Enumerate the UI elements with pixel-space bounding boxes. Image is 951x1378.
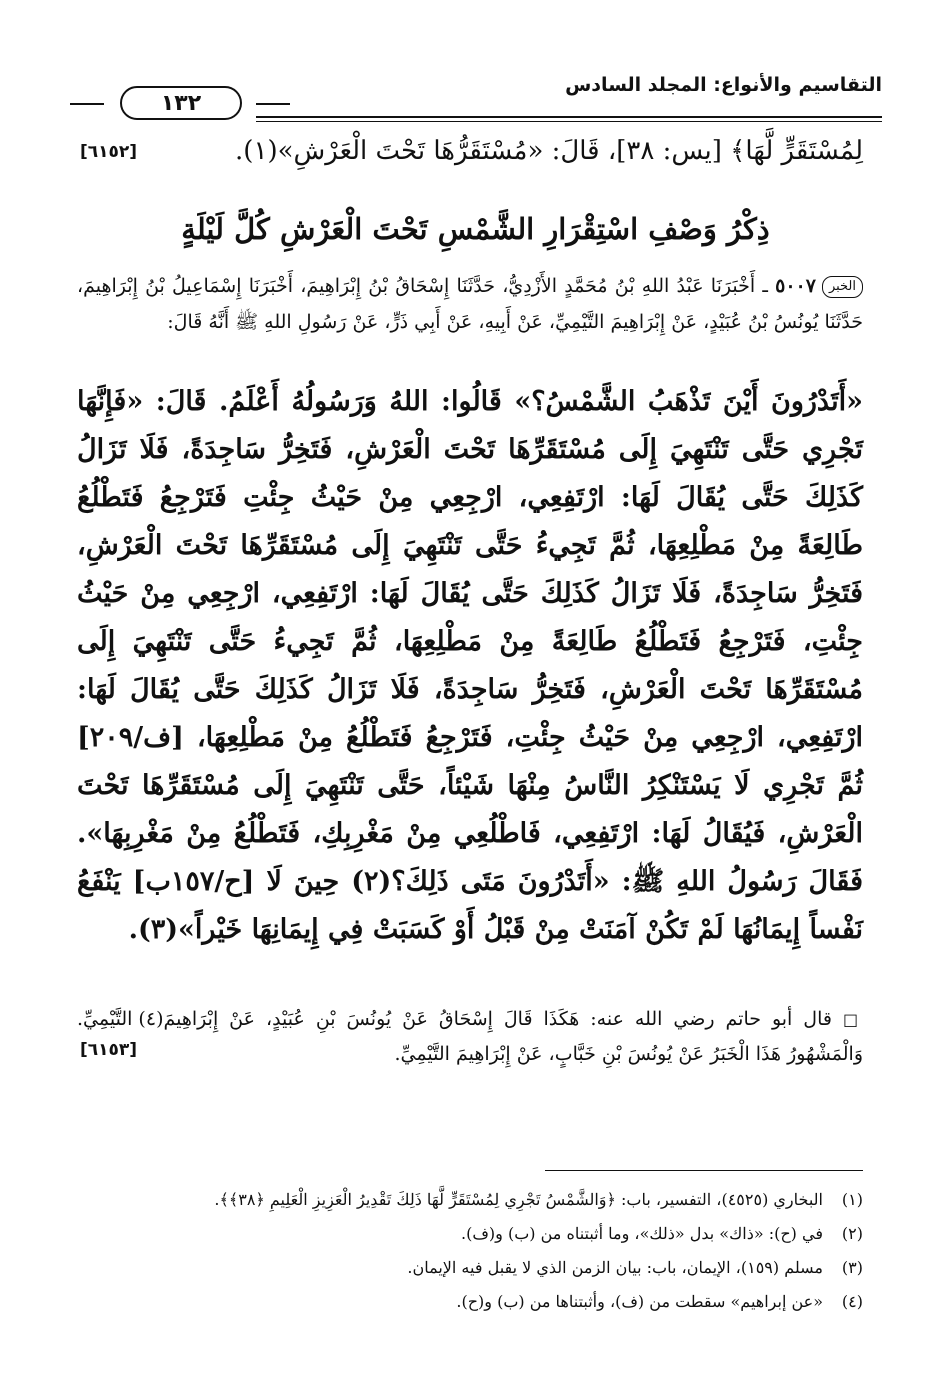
header-rule-thin	[256, 121, 882, 122]
khabar-ornament-icon: الخبر	[822, 276, 863, 298]
continued-line: لِمُسْتَقَرٍّ لَّهَا﴾ [يس: ٣٨]، قَالَ: «مُسْتَقَرُّهَا تَحْتَ الْعَرْشِ»(١).	[235, 136, 863, 166]
footnote	[77, 1183, 863, 1217]
page-number: ١٣٢	[160, 90, 202, 116]
footnote-text: في (ح): «ذاك» بدل «ذلك»، وما أثبتناه من (ب) و(ف).	[461, 1224, 823, 1243]
hadith-isnad	[77, 268, 863, 340]
page-header	[70, 70, 882, 124]
reference-number: [٦١٥٢]	[80, 142, 138, 162]
isnad-text: ـ أَخْبَرَنَا عَبْدُ اللهِ بْنُ مُحَمَّدٍ الأَزْدِيُّ، حَدَّثَنَا إِسْحَاقُ بْنُ إِبْرَاهِيمَ، أَخْبَرَنَا إِسْمَاعِيلُ بْنُ إِبْرَاهِيمَ، حَدَّثَنَا يُونُسُ بْنُ عُبَيْدٍ، عَنْ إِبْرَاهِيمَ التَّيْمِيِّ، عَنْ أَبِيهِ، عَنْ أَبِي ذَرٍّ، عَنْ رَسُولِ اللهِ ﷺ أَنَّهُ قَالَ:	[77, 275, 863, 333]
header-rule	[256, 116, 882, 118]
note-reference-number: [٦١٥٣]	[80, 1040, 138, 1060]
footnote-number: (٤)	[841, 1292, 863, 1311]
footnote	[77, 1217, 863, 1251]
hadith-matn: «أَتَدْرُونَ أَيْنَ تَذْهَبُ الشَّمْسُ؟» قَالُوا: اللهُ وَرَسُولُهُ أَعْلَمُ. قَالَ: «فَإِنَّهَا تَجْرِي حَتَّى تَنْتَهِيَ إِلَى مُسْتَقَرِّهَا تَحْتَ الْعَرْشِ، فَتَخِرُّ سَاجِدَةً، فَلَا تَزَالُ كَذَلِكَ حَتَّى يُقَالَ لَهَا: ارْتَفِعِي، ارْجِعِي مِنْ حَيْثُ جِئْتِ فَتَرْجِعُ فَتَطْلُعُ طَالِعَةً مِنْ مَطْلِعِهَا، ثُمَّ تَجِيءُ حَتَّى تَنْتَهِيَ إِلَى مُسْتَقَرِّهَا تَحْتَ الْعَرْشِ، فَتَخِرُّ سَاجِدَةً، فَلَا تَزَالُ كَذَلِكَ حَتَّى يُقَالَ لَهَا: ارْتَفِعِي، ارْجِعِي مِنْ حَيْثُ جِئْتِ، فَتَرْجِعُ فَتَطْلُعُ طَالِعَةً مِنْ مَطْلِعِهَا، ثُمَّ تَجِيءُ حَتَّى تَنْتَهِيَ إِلَى مُسْتَقَرِّهَا تَحْتَ الْعَرْشِ، فَتَخِرُّ سَاجِدَةً، فَلَا تَزَالُ كَذَلِكَ حَتَّى يُقَالَ لَهَا: ارْتَفِعِي، ارْجِعِي مِنْ حَيْثُ جِئْتِ، فَتَرْجِعُ فَتَطْلُعُ مِنْ مَطْلِعِهَا، [ف/٢٠٩] ثُمَّ تَجْرِي لَا يَسْتَنْكِرُ النَّاسُ مِنْهَا شَيْئاً، حَتَّى تَنْتَهِيَ إِلَى مُسْتَقَرِّهَا تَحْتَ الْعَرْشِ، فَيُقَالُ لَهَا: ارْتَفِعِي، فَاطْلُعِي مِنْ مَغْرِبِكِ، فَتَطْلُعُ مِنْ مَغْرِبِهَا». فَقَالَ رَسُولُ اللهِ ﷺ: «أَتَدْرُونَ مَتَى ذَلِكَ؟(٢) حِينَ لَا [ح/١٥٧ب] يَنْفَعُ نَفْساً إِيمَانُهَا لَمْ تَكُنْ آمَنَتْ مِنْ قَبْلُ أَوْ كَسَبَتْ فِي إِيمَانِهَا خَيْراً»(٣).	[77, 386, 863, 945]
page-number-badge	[120, 86, 242, 120]
footnote-text: البخاري (٤٥٢٥)، التفسير، باب: ﴿وَالشَّمْسُ تَجْرِي لِمُسْتَقَرٍّ لَّهَا ذَلِكَ تَقْدِيرُ الْعَزِيزِ الْعَلِيمِ ﴿٣٨﴾﴾.	[214, 1190, 823, 1209]
footnotes	[77, 1183, 863, 1319]
hadith-number: ٥٠٠٧	[775, 275, 816, 297]
note-text: قال أبو حاتم رضي الله عنه: هَكَذَا قَالَ إِسْحَاقُ عَنْ يُونُسَ بْنِ عُبَيْدٍ، عَنْ إِبْرَاهِيمَ(٤) التَّيْمِيِّ. وَالْمَشْهُورُ هَذَا الْخَبَرُ عَنْ يُونُسَ بْنِ خَبَّابٍ، عَنْ إِبْرَاهِيمَ التَّيْمِيِّ.	[77, 1008, 863, 1065]
section-heading: ذِكْرُ وَصْفِ اسْتِقْرَارِ الشَّمْسِ تَحْتَ الْعَرْشِ كُلَّ لَيْلَةٍ	[181, 212, 770, 246]
footnote-text: «عن إبراهيم» سقطت من (ف)، وأثبتناها من (ب) و(ح).	[456, 1292, 823, 1311]
square-marker-icon: □	[842, 1010, 863, 1029]
footnote-number: (١)	[841, 1190, 863, 1209]
running-title: التقاسيم والأنواع: المجلد السادس	[565, 74, 882, 96]
footnote-number: (٣)	[841, 1258, 863, 1277]
badge-ornament-right	[256, 103, 290, 105]
badge-ornament-left	[70, 103, 104, 105]
footnote-number: (٢)	[841, 1224, 863, 1243]
author-note	[77, 1002, 863, 1071]
footnote	[77, 1251, 863, 1285]
footnote	[77, 1285, 863, 1319]
footnote-separator	[545, 1170, 863, 1171]
footnote-text: مسلم (١٥٩)، الإيمان، باب: بيان الزمن الذي لا يقبل فيه الإيمان.	[407, 1258, 823, 1277]
